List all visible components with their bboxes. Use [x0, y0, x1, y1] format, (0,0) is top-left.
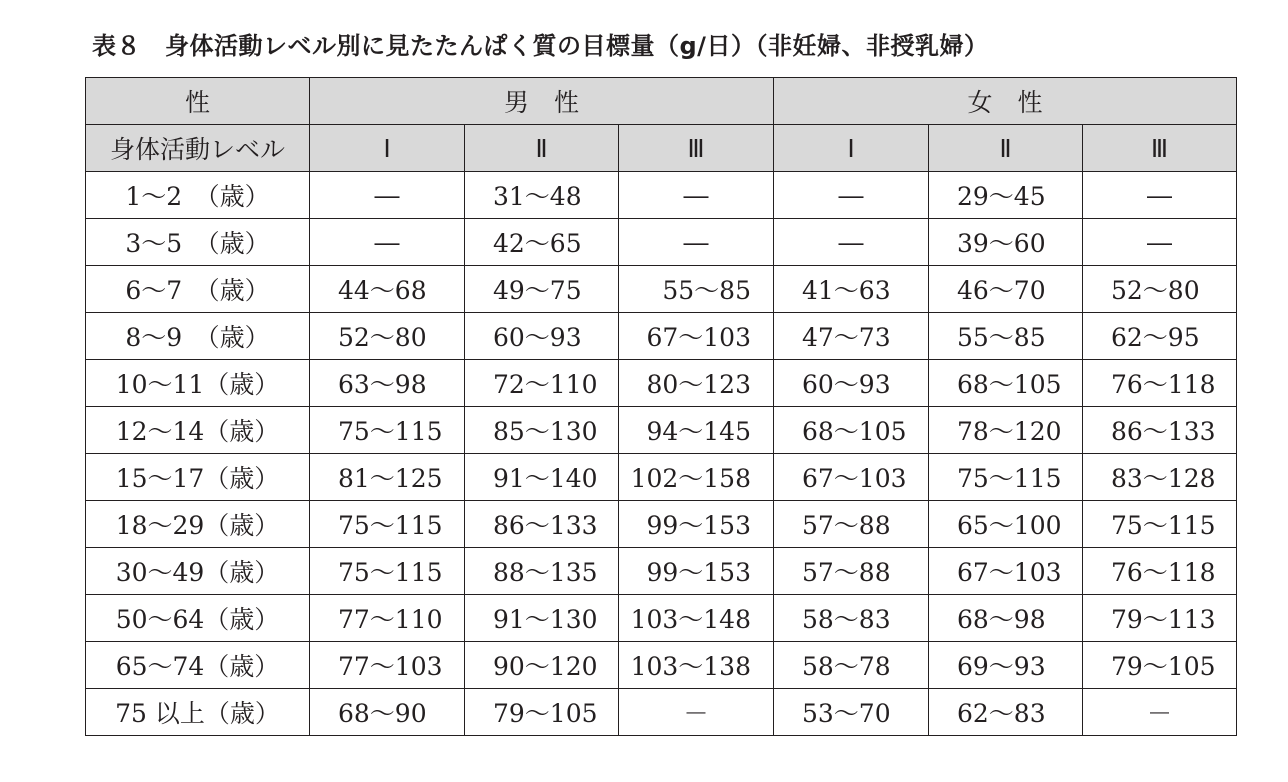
table-cell: 65～100 [929, 501, 1083, 548]
age-label: 6～7 （歳） [86, 266, 310, 313]
table-cell: 86～133 [1083, 407, 1237, 454]
table-cell: 31～48 [465, 172, 619, 219]
table-cell: 75～115 [310, 501, 465, 548]
table-cell: 75～115 [310, 548, 465, 595]
table-cell: 62～83 [929, 689, 1083, 736]
table-cell: 63～98 [310, 360, 465, 407]
table-row [86, 642, 1237, 689]
table-cell: － [619, 689, 774, 736]
table-cell: 57～88 [774, 548, 929, 595]
protein-target-table [85, 77, 1237, 736]
table-cell: 58～83 [774, 595, 929, 642]
table-row [86, 313, 1237, 360]
table-cell: ― [774, 172, 929, 219]
table-cell: 94～145 [619, 407, 774, 454]
table-row [86, 501, 1237, 548]
table-cell: 67～103 [774, 454, 929, 501]
table-cell: 57～88 [774, 501, 929, 548]
table-cell: 76～118 [1083, 548, 1237, 595]
table-cell: ― [619, 172, 774, 219]
age-label: 15～17（歳） [86, 454, 310, 501]
table-cell: 58～78 [774, 642, 929, 689]
age-label: 30～49（歳） [86, 548, 310, 595]
table-cell: － [1083, 689, 1237, 736]
table-cell: 76～118 [1083, 360, 1237, 407]
age-label: 1～2 （歳） [86, 172, 310, 219]
header-activity-label: 身体活動レベル [86, 125, 310, 172]
table-cell: 46～70 [929, 266, 1083, 313]
table-cell: 52～80 [310, 313, 465, 360]
table-row [86, 548, 1237, 595]
table-row [86, 407, 1237, 454]
table-row [86, 689, 1237, 736]
header-level-female-3: Ⅲ [1083, 125, 1237, 172]
table-cell: ― [1083, 219, 1237, 266]
table-cell: 60～93 [774, 360, 929, 407]
table-cell: 49～75 [465, 266, 619, 313]
table-cell: 39～60 [929, 219, 1083, 266]
table-row [86, 172, 1237, 219]
table-row [86, 360, 1237, 407]
table-cell: 44～68 [310, 266, 465, 313]
header-row-level [86, 125, 1237, 172]
table-cell: 55～85 [619, 266, 774, 313]
table-cell: 103～148 [619, 595, 774, 642]
table-cell: 55～85 [929, 313, 1083, 360]
header-level-female-1: Ⅰ [774, 125, 929, 172]
table-cell: 60～93 [465, 313, 619, 360]
table-cell: 62～95 [1083, 313, 1237, 360]
header-row-sex [86, 78, 1237, 125]
header-level-male-2: Ⅱ [465, 125, 619, 172]
table-cell: 88～135 [465, 548, 619, 595]
age-label: 10～11（歳） [86, 360, 310, 407]
table-cell: 68～105 [774, 407, 929, 454]
header-level-male-3: Ⅲ [619, 125, 774, 172]
table-cell: ― [310, 172, 465, 219]
table-cell: 41～63 [774, 266, 929, 313]
table-cell: 69～93 [929, 642, 1083, 689]
table-cell: 86～133 [465, 501, 619, 548]
table-row [86, 219, 1237, 266]
table-cell: ― [619, 219, 774, 266]
table-number: 表８ [92, 32, 141, 60]
age-label: 8～9 （歳） [86, 313, 310, 360]
table-cell: 67～103 [619, 313, 774, 360]
table-cell: 52～80 [1083, 266, 1237, 313]
table-cell: 83～128 [1083, 454, 1237, 501]
table-cell: 79～105 [1083, 642, 1237, 689]
table-cell: ― [1083, 172, 1237, 219]
table-cell: 77～103 [310, 642, 465, 689]
age-label: 65～74（歳） [86, 642, 310, 689]
table-cell: 85～130 [465, 407, 619, 454]
table-cell: 81～125 [310, 454, 465, 501]
table-cell: 77～110 [310, 595, 465, 642]
table-cell: 103～138 [619, 642, 774, 689]
table-cell: 67～103 [929, 548, 1083, 595]
table-cell: 79～113 [1083, 595, 1237, 642]
table-cell: 102～158 [619, 454, 774, 501]
header-female: 女 性 [774, 78, 1237, 125]
table-cell: 79～105 [465, 689, 619, 736]
table-cell: 68～90 [310, 689, 465, 736]
table-title-text: 身体活動レベル別に見たたんぱく質の目標量（g/日）（非妊婦、非授乳婦） [165, 32, 989, 60]
header-level-male-1: Ⅰ [310, 125, 465, 172]
table-cell: 91～140 [465, 454, 619, 501]
header-level-female-2: Ⅱ [929, 125, 1083, 172]
table-cell: 42～65 [465, 219, 619, 266]
table-cell: 68～98 [929, 595, 1083, 642]
age-label: 12～14（歳） [86, 407, 310, 454]
table-cell: 29～45 [929, 172, 1083, 219]
age-label: 75 以上（歳） [86, 689, 310, 736]
table-cell: 91～130 [465, 595, 619, 642]
table-cell: ― [774, 219, 929, 266]
table-cell: 72～110 [465, 360, 619, 407]
table-row [86, 595, 1237, 642]
table-row [86, 266, 1237, 313]
table-cell: 99～153 [619, 548, 774, 595]
table-cell: 47～73 [774, 313, 929, 360]
table-cell: 90～120 [465, 642, 619, 689]
table-title [92, 26, 988, 61]
age-label: 50～64（歳） [86, 595, 310, 642]
table-cell: 99～153 [619, 501, 774, 548]
table-cell: 80～123 [619, 360, 774, 407]
table-cell: 78～120 [929, 407, 1083, 454]
table-cell: 68～105 [929, 360, 1083, 407]
table-cell: ― [310, 219, 465, 266]
age-label: 3～5 （歳） [86, 219, 310, 266]
table-cell: 75～115 [310, 407, 465, 454]
table-cell: 53～70 [774, 689, 929, 736]
table-body [86, 172, 1237, 736]
table-cell: 75～115 [929, 454, 1083, 501]
header-male: 男 性 [310, 78, 774, 125]
header-sex-label: 性 [86, 78, 310, 125]
age-label: 18～29（歳） [86, 501, 310, 548]
table-cell: 75～115 [1083, 501, 1237, 548]
table-row [86, 454, 1237, 501]
